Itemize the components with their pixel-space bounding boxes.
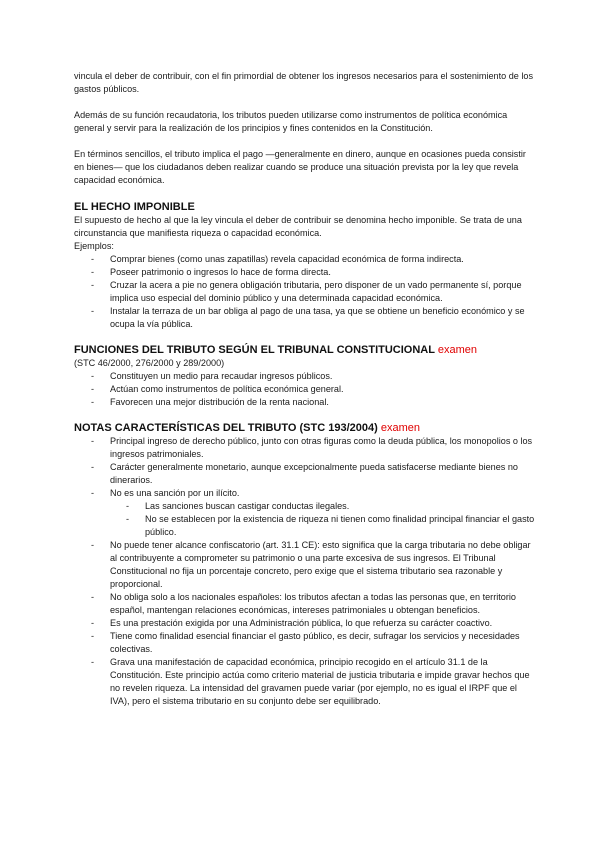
exam-tag: examen [437, 344, 477, 356]
sub-list-item: - Las sanciones buscan castigar conductas ilegales. [74, 500, 536, 513]
document-body [74, 70, 536, 708]
list-item: - Favorecen una mejor distribución de la renta nacional. [74, 396, 536, 409]
list-item: - Poseer patrimonio o ingresos lo hace de forma directa. [74, 266, 536, 279]
paragraph-hecho-imponible: El supuesto de hecho al que la ley vincula el deber de contribuir se denomina hecho imponible. Se trata de una circunstancia que manifiesta riqueza o capacidad económica. [74, 215, 522, 238]
list-item: - Principal ingreso de derecho público, junto con otras figuras como la deuda pública, los monopolios o los ingresos patrimoniales. [74, 435, 536, 461]
list-item: - Carácter generalmente monetario, aunque excepcionalmente pueda satisfacerse mediante bienes no dinerarios. [74, 461, 536, 487]
heading-notas-caracteristicas [74, 421, 536, 435]
list-item: - Cruzar la acera a pie no genera obligación tributaria, pero disponer de un vado permanente sí, porque implica uso especial del dominio público y una determinada capacidad económica. [74, 279, 536, 305]
sub-list-item: - No se establecen por la existencia de riqueza ni tienen como finalidad principal financiar el gasto público. [74, 513, 536, 539]
paragraph-recaudatoria: Además de su función recaudatoria, los tributos pueden utilizarse como instrumentos de política económica general y servir para la realización de los principios y fines contenidos en la Constitución. [74, 110, 508, 133]
list-item: - Instalar la terraza de un bar obliga al pago de una tasa, ya que se obtiene un beneficio económico y se ocupa la vía pública. [74, 305, 536, 331]
list-item: - Comprar bienes (como unas zapatillas) revela capacidad económica de forma indirecta. [74, 253, 536, 266]
list-item: - No obliga solo a los nacionales españoles: los tributos afectan a todas las personas que, en territorio español, mantengan relaciones económicas, intereses patrimoniales u obtengan beneficios. [74, 591, 536, 617]
list-item: - No puede tener alcance confiscatorio (art. 31.1 CE): esto significa que la carga tributaria no debe obligar al contribuyente a comprometer su patrimonio o una parte excesiva de sus ingresos. El Tribunal Constitucional no fija un porcentaje concreto, pero exige que el sistema tributario sea razonable y proporcional. [74, 539, 536, 591]
citation-stc: (STC 46/2000, 276/2000 y 289/2000) [74, 358, 225, 368]
funciones-list [74, 370, 536, 409]
exam-tag: examen [380, 422, 420, 434]
paragraph-terminos-sencillos: En términos sencillos, el tributo implica el pago —generalmente en dinero, aunque en ocasiones pueda consistir en bienes— que los ciudadanos deben realizar cuando se produce una situación prevista por la ley que revela capacidad económica. [74, 149, 526, 185]
list-item: - Es una prestación exigida por una Administración pública, lo que refuerza su carácter coactivo. [74, 617, 536, 630]
list-item: - No es una sanción por un ilícito. [74, 487, 536, 500]
notas-list [74, 435, 536, 708]
paragraph-intro: vincula el deber de contribuir, con el fin primordial de obtener los ingresos necesarios para el sostenimiento de los gastos públicos. [74, 71, 533, 94]
list-item: - Grava una manifestación de capacidad económica, principio recogido en el artículo 31.1 de la Constitución. Este principio actúa como criterio material de justicia tributaria e impide gravar hechos que no revelen riqueza. La intensidad del gravamen puede variar (por ejemplo, no es igual el IRPF que el IVA), pero el sistema tributario en su conjunto debe ser equilibrado. [74, 656, 536, 708]
list-item: - Tiene como finalidad esencial financiar el gasto público, es decir, sufragar los servicios y necesidades colectivas. [74, 630, 536, 656]
examples-list [74, 253, 536, 331]
heading-funciones-tributo [74, 343, 536, 357]
list-item: - Actúan como instrumentos de política económica general. [74, 383, 536, 396]
heading-hecho-imponible: EL HECHO IMPONIBLE [74, 201, 195, 213]
heading-text: FUNCIONES DEL TRIBUTO SEGÚN EL TRIBUNAL CONSTITUCIONAL [74, 344, 435, 356]
list-item: - Constituyen un medio para recaudar ingresos públicos. [74, 370, 536, 383]
examples-label: Ejemplos: [74, 241, 114, 251]
heading-text: NOTAS CARACTERÍSTICAS DEL TRIBUTO (STC 193/2004) [74, 422, 378, 434]
